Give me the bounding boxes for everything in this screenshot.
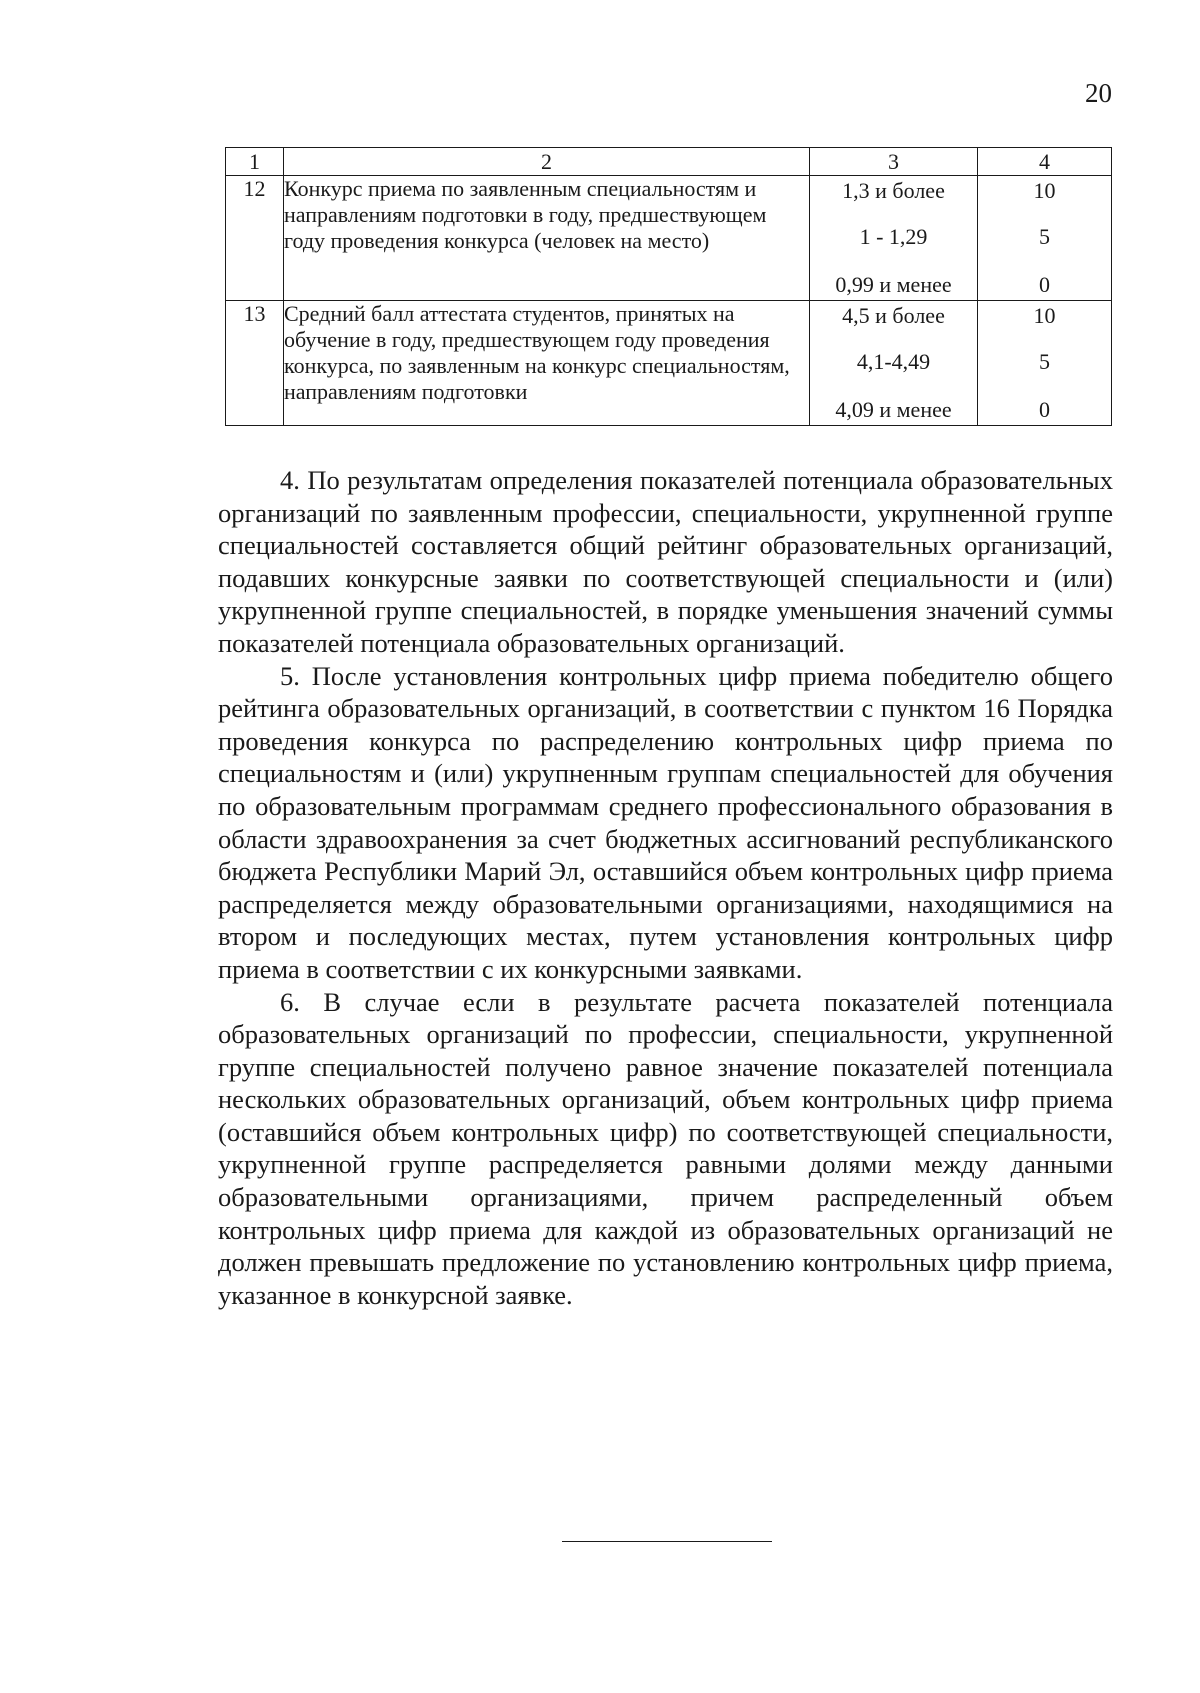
table-header-cell: 3 bbox=[810, 148, 978, 176]
row-point: 0 bbox=[1039, 272, 1050, 297]
paragraph-4: 4. По результатам определения показателей потенциала образовательных организаций по заявленным профессии, специальности, укрупненной группе специальностей составляется общий рейтинг образовательных организаций, подавших конкурсные заявки по соответствующей специальности и (или) укрупненной группе специальностей, в порядке уменьшения значений суммы показателей потенциала образовательных организаций. bbox=[218, 465, 1113, 658]
criteria-table bbox=[225, 147, 1112, 426]
row-value: 1,3 и более bbox=[842, 178, 945, 203]
table-row bbox=[226, 176, 1112, 301]
table-header-cell: 2 bbox=[284, 148, 810, 176]
table-header-cell: 1 bbox=[226, 148, 284, 176]
row-points bbox=[978, 301, 1112, 426]
row-description: Средний балл аттестата студентов, принятых на обучение в году, предшествующем году проведения конкурса, по заявленным на конкурс специальностям, направлениям подготовки bbox=[284, 301, 810, 426]
row-values bbox=[810, 301, 978, 426]
row-points bbox=[978, 176, 1112, 301]
row-point: 0 bbox=[1039, 397, 1050, 422]
row-description: Конкурс приема по заявленным специальностям и направлениям подготовки в году, предшествующем году проведения конкурса (человек на место) bbox=[284, 176, 810, 301]
row-value: 4,1-4,49 bbox=[856, 349, 931, 374]
end-divider bbox=[562, 1541, 772, 1542]
paragraph-6: 6. В случае если в результате расчета показателей потенциала образовательных организаций по профессии, специальности, укрупненной группе специальностей получено равное значение показателей потенциала нескольких образовательных организаций, объем контрольных цифр приема (оставшийся объем контрольных цифр) по соответствующей специальности, укрупненной группе распределяется равными долями между данными образовательными организациями, причем распределенный объем контрольных цифр приема для каждой из образовательных организаций не должен превышать предложение по установлению контрольных цифр приема, указанное в конкурсной заявке. bbox=[218, 986, 1113, 1310]
table-header-cell: 4 bbox=[978, 148, 1112, 176]
row-value: 4,09 и менее bbox=[835, 397, 952, 422]
row-number: 12 bbox=[226, 176, 284, 301]
row-point: 10 bbox=[1033, 303, 1056, 328]
document-body bbox=[218, 464, 1113, 1311]
row-value: 4,5 и более bbox=[842, 303, 945, 328]
row-values bbox=[810, 176, 978, 301]
row-point: 5 bbox=[1039, 349, 1050, 374]
page-number: 20 bbox=[1085, 78, 1112, 108]
row-point: 5 bbox=[1039, 224, 1050, 249]
row-number: 13 bbox=[226, 301, 284, 426]
table-row bbox=[226, 301, 1112, 426]
table-header-row bbox=[226, 148, 1112, 176]
row-point: 10 bbox=[1033, 178, 1056, 203]
paragraph-5: 5. После установления контрольных цифр приема победителю общего рейтинга образовательных организаций, в соответствии с пунктом 16 Порядка проведения конкурса по распределению контрольных цифр приема по специальностям и (или) укрупненным группам специальностей для обучения по образовательным программам среднего профессионального образования в области здравоохранения за счет бюджетных ассигнований республиканского бюджета Республики Марий Эл, оставшийся объем контрольных цифр приема распределяется между образовательными организациями, находящимися на втором и последующих местах, путем установления контрольных цифр приема в соответствии с их конкурсными заявками. bbox=[218, 660, 1113, 984]
row-value: 0,99 и менее bbox=[835, 272, 952, 297]
row-value: 1 - 1,29 bbox=[859, 224, 928, 249]
